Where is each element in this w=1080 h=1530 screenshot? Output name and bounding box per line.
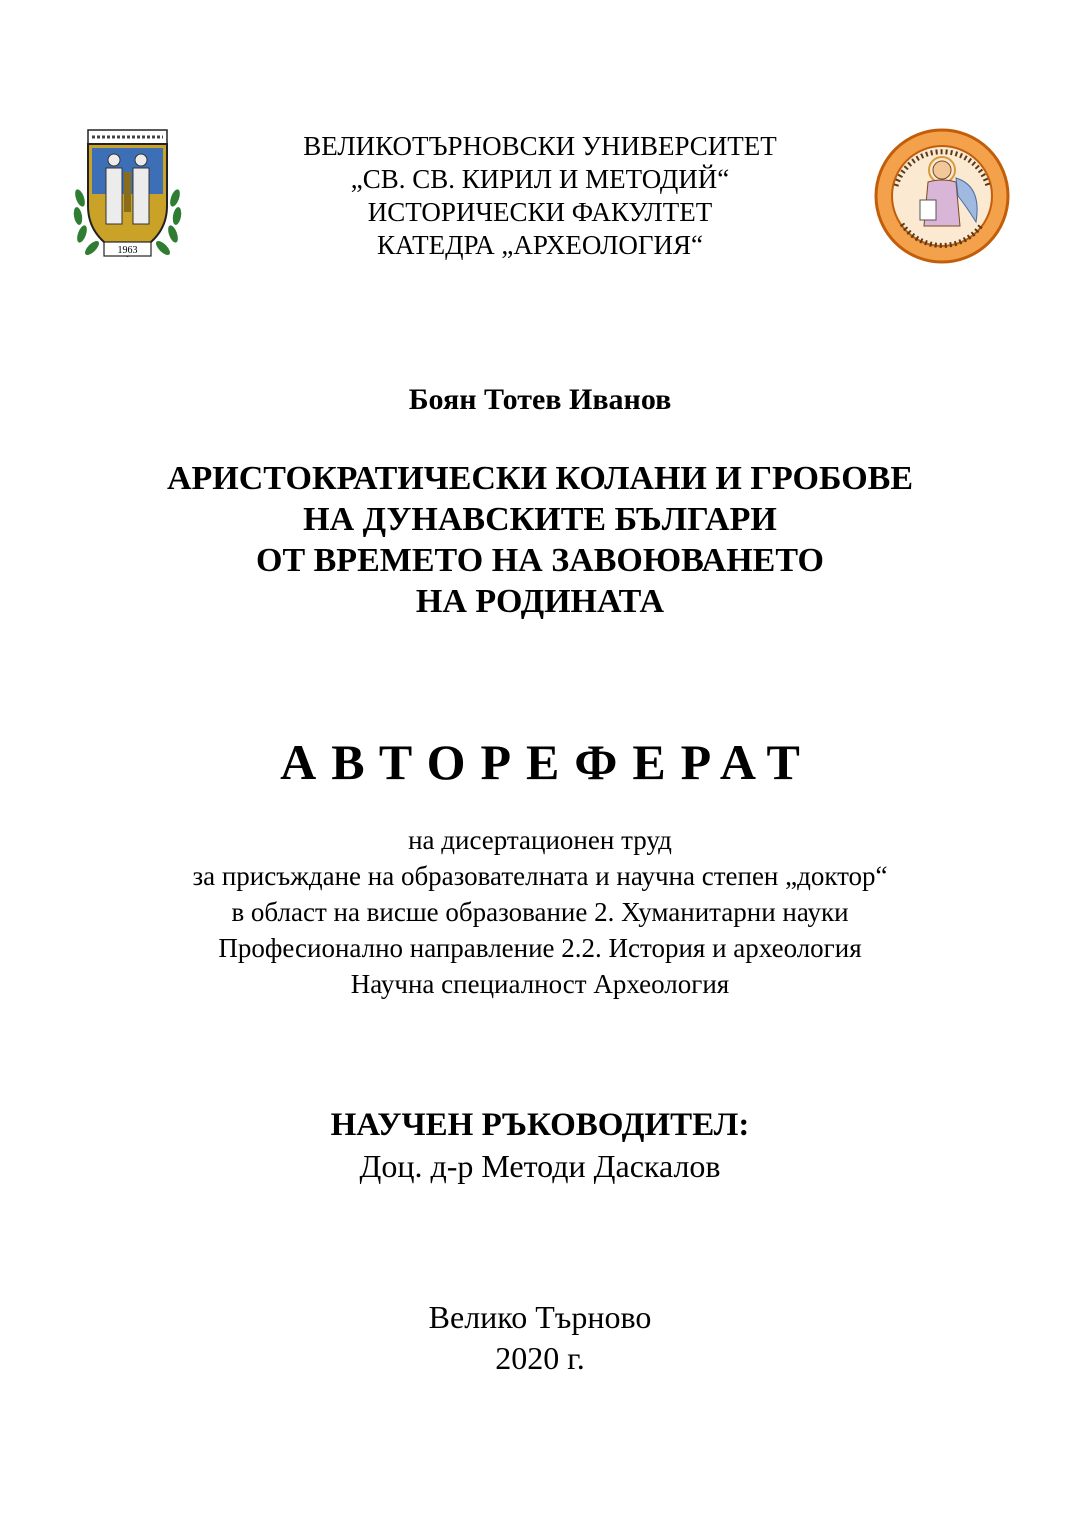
author-name: Боян Тотев Иванов (408, 383, 672, 416)
city: Велико Търново (428, 1299, 652, 1335)
description-line: Професионално направление 2.2. История и археология (218, 933, 862, 963)
dissertation-description (0, 822, 1080, 1002)
supervisor-name: Доц. д-р Методи Даскалов (359, 1148, 721, 1184)
place-and-year (0, 1297, 1080, 1379)
year: 2020 г. (495, 1340, 585, 1376)
dissertation-title (0, 458, 1080, 622)
history-faculty-seal-icon (872, 126, 1012, 266)
title-line: АРИСТОКРАТИЧЕСКИ КОЛАНИ И ГРОБОВЕ (166, 460, 914, 497)
description-line: в област на висше образование 2. Хуманитарни науки (231, 897, 849, 927)
title-line: НА ДУНАВСКИТЕ БЪЛГАРИ (303, 501, 777, 538)
title-line: НА РОДИНАТА (415, 583, 665, 620)
supervisor-label: НАУЧЕН РЪКОВОДИТЕЛ: (330, 1107, 750, 1143)
header-line-university-name: „СВ. СВ. КИРИЛ И МЕТОДИЙ“ (350, 164, 730, 194)
svg-text:1963: 1963 (117, 245, 138, 256)
document-type: АВТОРЕФЕРАТ (280, 734, 815, 790)
description-line: за присъждане на образователната и научна степен „доктор“ (192, 861, 888, 891)
header-line-university: ВЕЛИКОТЪРНОВСКИ УНИВЕРСИТЕТ (303, 131, 777, 161)
description-line: Научна специалност Археология (350, 969, 730, 999)
header-line-department: КАТЕДРА „АРХЕОЛОГИЯ“ (377, 230, 703, 260)
description-line: на дисертационен труд (408, 825, 672, 855)
header-line-faculty: ИСТОРИЧЕСКИ ФАКУЛТЕТ (367, 197, 713, 227)
title-line: ОТ ВРЕМЕТО НА ЗАВОЮВАНЕТО (256, 542, 824, 579)
